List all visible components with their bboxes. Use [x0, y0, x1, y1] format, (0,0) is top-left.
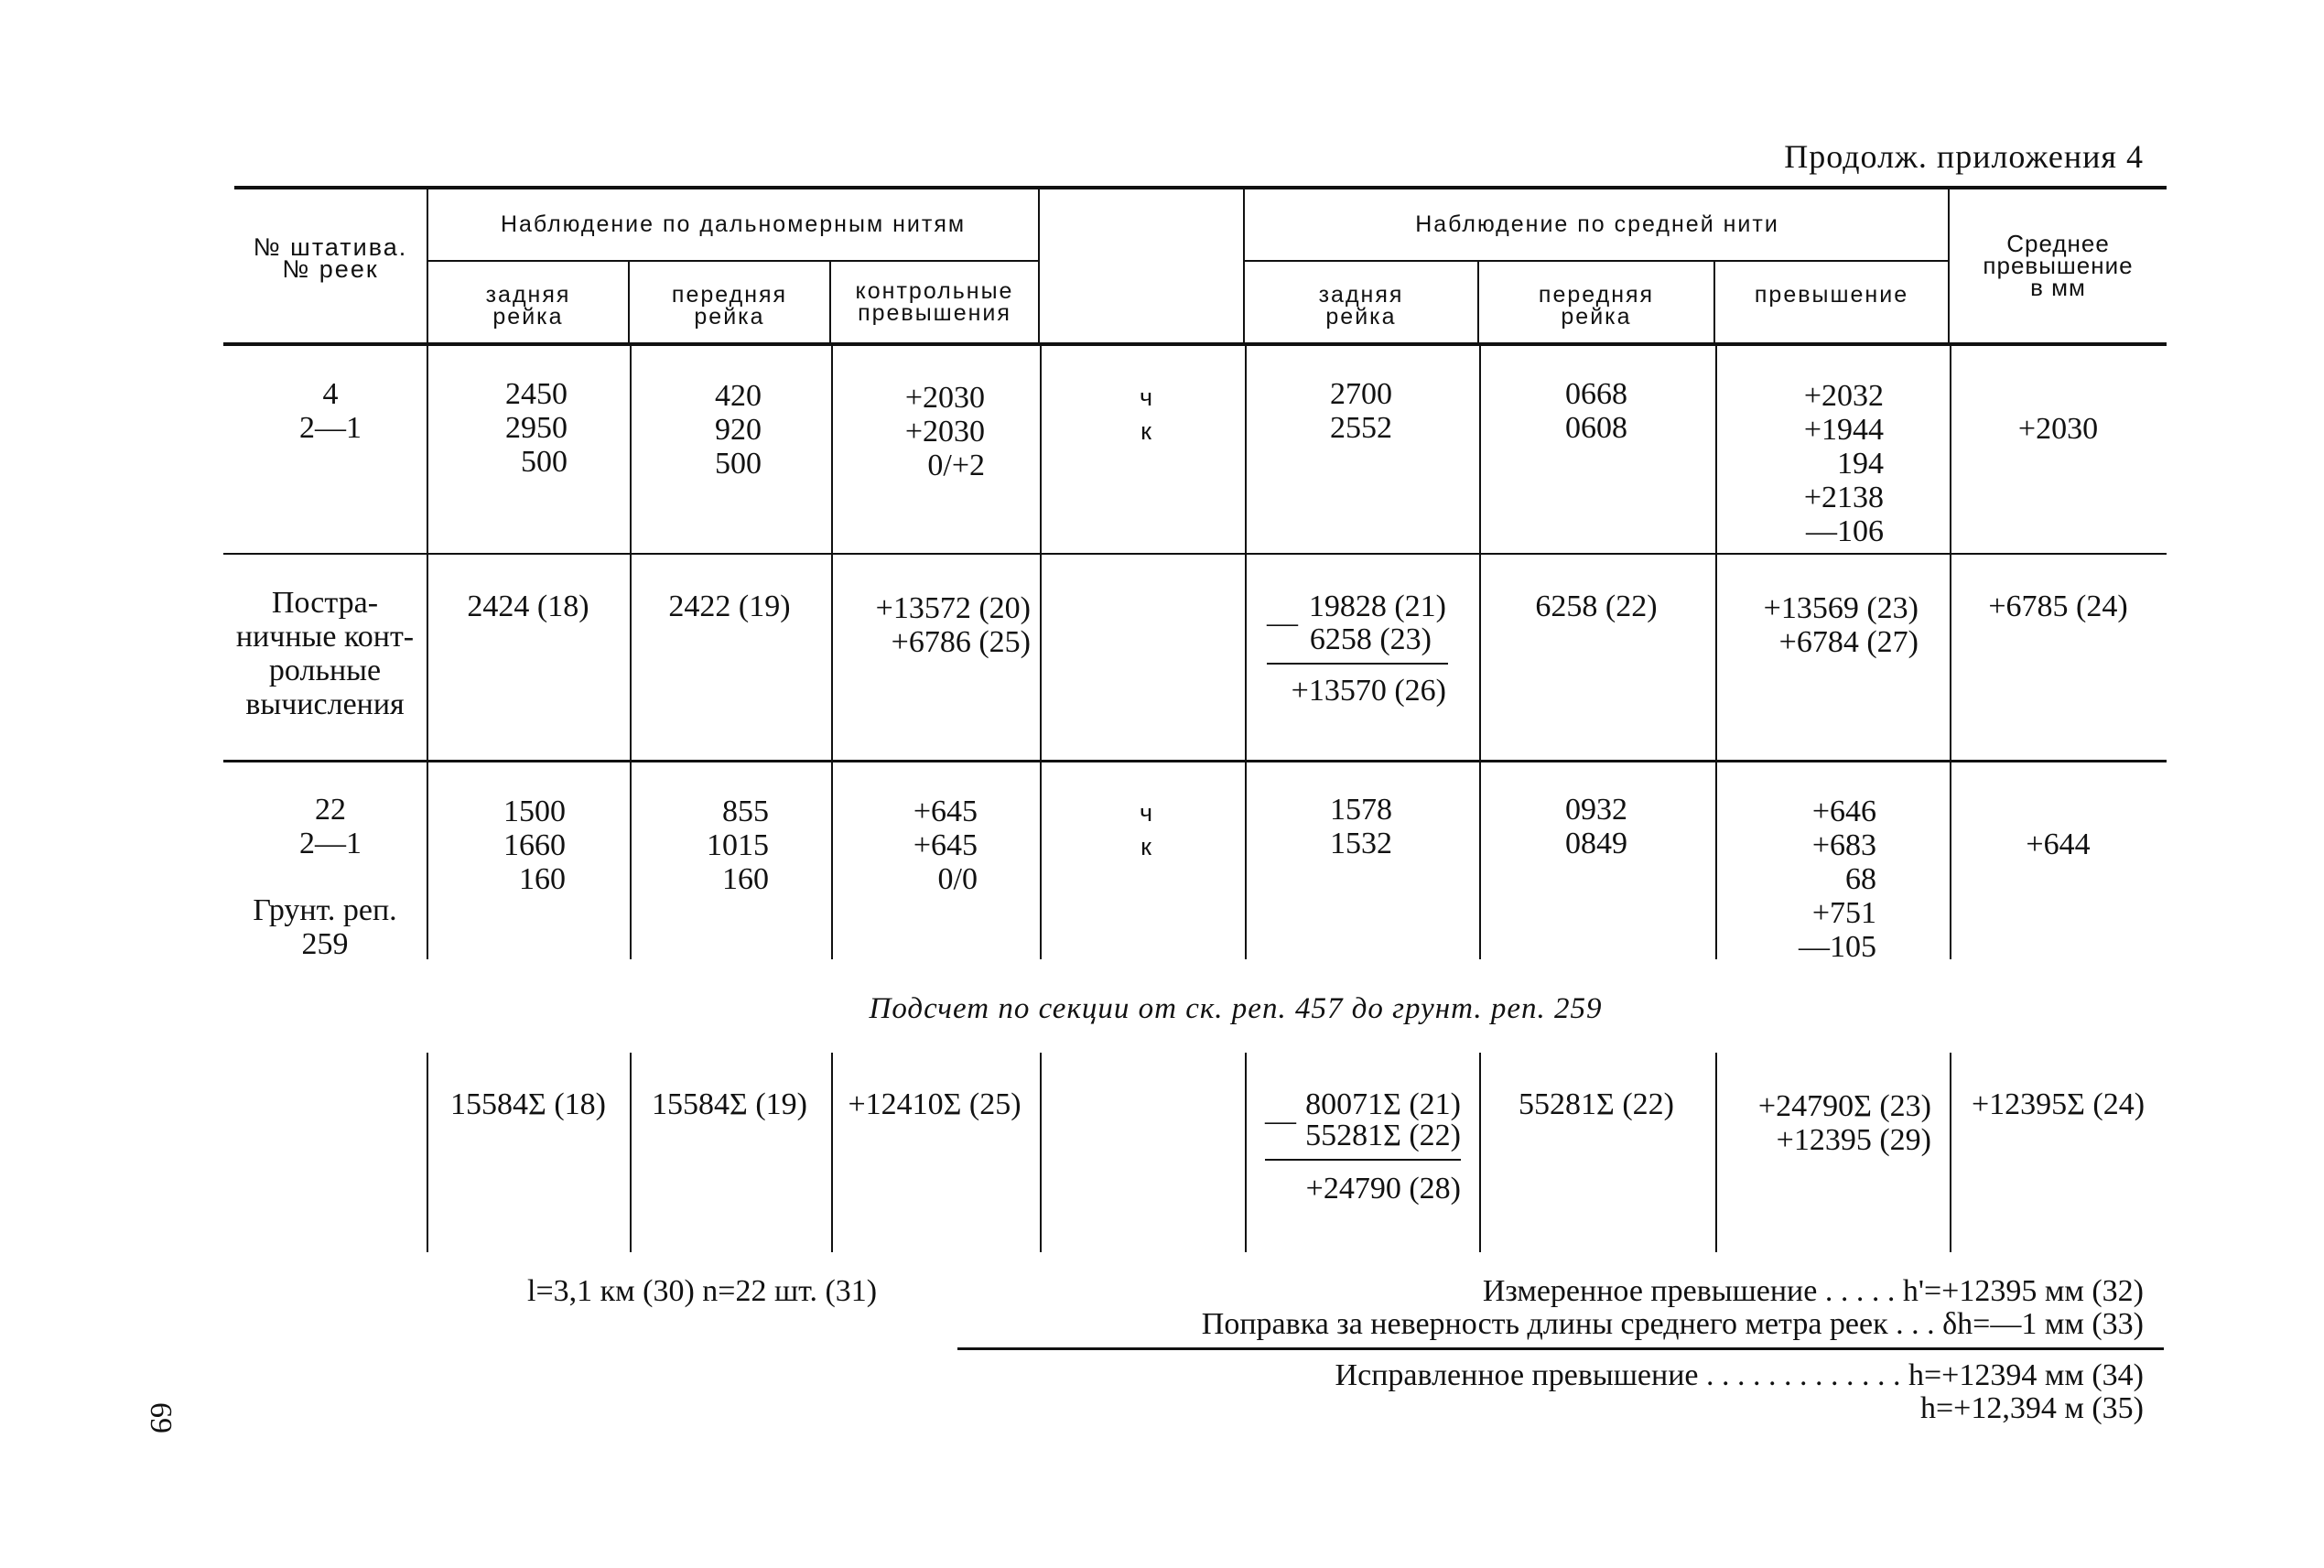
totals-rf-control: +12410Σ (25)	[848, 1087, 1021, 1121]
row2-mid-back-result: +13570 (26)	[1291, 674, 1446, 708]
header-rangefinder-group: Наблюдение по дальномерным нитям	[500, 211, 967, 237]
continuation-title: Продолж. приложения 4	[1784, 138, 2144, 175]
row2-rf-back: 2424 (18)	[467, 589, 589, 623]
row3-rf-control: +645 +645 0/0	[913, 795, 978, 896]
row3-rf-back: 1500 1660 160	[503, 795, 566, 896]
totals-mid-back-minus: 55281Σ (22)	[1305, 1119, 1461, 1152]
summary-length: l=3,1 км (30) n=22 шт. (31)	[527, 1274, 878, 1308]
row2-mid-back-top: 19828 (21)	[1308, 589, 1446, 623]
row1-mean: +2030	[2017, 412, 2099, 446]
totals-mid-back-top: 80071Σ (21)	[1305, 1087, 1461, 1121]
row3-side: ч к	[1139, 799, 1153, 860]
row2-mean: +6785 (24)	[1988, 589, 2128, 623]
totals-mean: +12395Σ (24)	[1971, 1087, 2146, 1121]
summary-measured: Измеренное превышение . . . . . h'=+12395 мм (32)	[1482, 1274, 2144, 1308]
header-rf-back: задняя рейка	[485, 282, 571, 330]
totals-rf-front: 15584Σ (19)	[652, 1087, 807, 1121]
row3-mid-front: 0932 0849	[1565, 793, 1627, 860]
row3-excess: +646 +683 68 +751 —105	[1799, 795, 1876, 964]
totals-minus-sign: —	[1265, 1104, 1296, 1138]
row3-mean: +644	[2026, 827, 2091, 861]
summary-corrected: Исправленное превышение . . . . . . . . . . . . . h=+12394 мм (34)	[1335, 1358, 2144, 1392]
header-mid-back: задняя рейка	[1318, 282, 1404, 330]
summary-divider	[957, 1347, 2164, 1350]
page-number: 69	[144, 1402, 178, 1433]
row2-mid-front: 6258 (22)	[1535, 589, 1658, 623]
header-middle-group: Наблюдение по средней нити	[1415, 211, 1779, 237]
row2-rf-control: +13572 (20) +6786 (25)	[875, 591, 1031, 659]
totals-excess: +24790Σ (23) +12395 (29)	[1757, 1089, 1931, 1157]
row1-side: ч к	[1139, 384, 1153, 445]
row3-station-top: 22 2—1	[299, 793, 362, 860]
row2-rf-front: 2422 (19)	[668, 589, 791, 623]
row1-rf-control: +2030 +2030 0/+2	[904, 381, 985, 482]
row2-mid-back-minus: 6258 (23)	[1309, 622, 1432, 656]
header-rf-control: контрольные превышения	[855, 278, 1014, 326]
totals-subtraction-line	[1265, 1159, 1461, 1161]
header-mid-excess: превышение	[1754, 282, 1909, 308]
row2-subtraction-line	[1267, 663, 1448, 665]
totals-mid-back-result: +24790 (28)	[1305, 1172, 1461, 1206]
header-mid-front: передняя рейка	[1538, 282, 1655, 330]
row1-rf-back: 2450 2950 500	[505, 377, 567, 479]
section-caption: Подсчет по секции от ск. реп. 457 до грунт. реп. 259	[869, 992, 1603, 1025]
row2-minus-sign: —	[1267, 606, 1298, 640]
summary-corrected-m: h=+12,394 м (35)	[1919, 1391, 2144, 1425]
row1-mid-back: 2700 2552	[1330, 377, 1392, 445]
row3-mid-back: 1578 1532	[1330, 793, 1392, 860]
header-mean-excess: Среднее превышение в мм	[1983, 230, 2134, 301]
summary-correction: Поправка за неверность длины среднего метра реек . . . δh=—1 мм (33)	[1201, 1307, 2144, 1341]
row1-rf-front: 420 920 500	[715, 379, 762, 481]
row1-station: 4 2—1	[299, 377, 362, 445]
row3-station-bottom: Грунт. реп. 259	[253, 893, 397, 961]
totals-mid-front: 55281Σ (22)	[1519, 1087, 1674, 1121]
row2-excess: +13569 (23) +6784 (27)	[1763, 591, 1919, 659]
row2-station: Постра- ничные конт- рольные вычисления	[235, 586, 415, 721]
row1-excess: +2032 +1944 194 +2138 —106	[1803, 379, 1884, 548]
totals-rf-back: 15584Σ (18)	[450, 1087, 606, 1121]
header-station: № штатива. № реек	[253, 233, 408, 283]
header-rf-front: передняя рейка	[671, 282, 788, 330]
row3-rf-front: 855 1015 160	[707, 795, 769, 896]
row1-mid-front: 0668 0608	[1565, 377, 1627, 445]
